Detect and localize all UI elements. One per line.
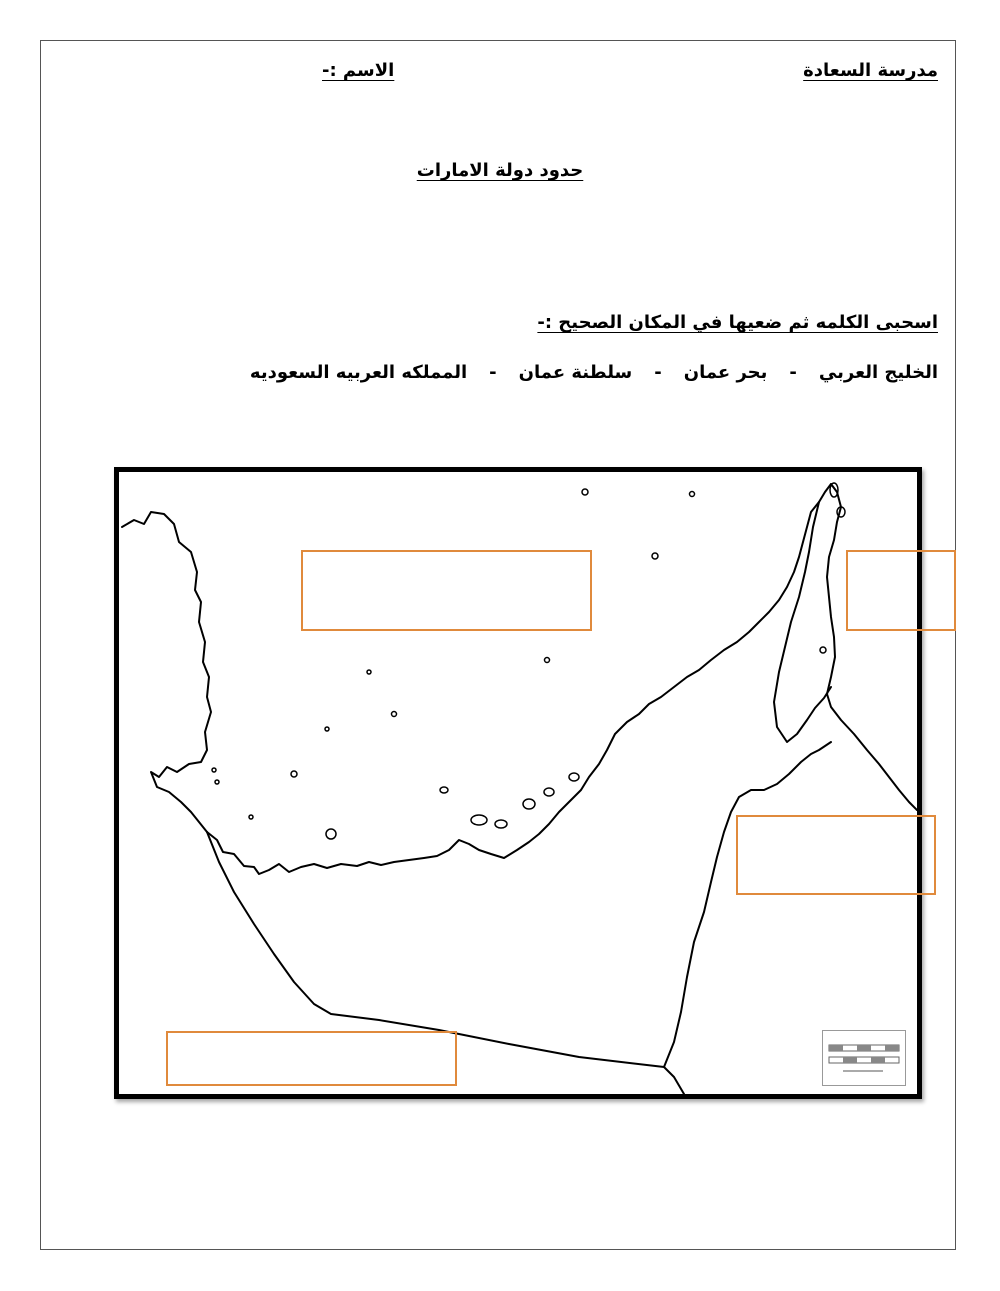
word-saudi-arabia[interactable]: المملكه العربيه السعوديه — [249, 362, 468, 383]
school-name: مدرسة السعادة — [803, 60, 938, 81]
oman-border — [664, 742, 831, 1067]
island — [326, 829, 336, 839]
island — [325, 727, 329, 731]
island — [830, 483, 838, 497]
student-name-label: الاسم :- — [322, 60, 395, 81]
island — [523, 799, 535, 809]
island — [440, 787, 448, 793]
word-sea-of-oman[interactable]: بحر عمان — [683, 362, 768, 383]
island — [367, 670, 371, 674]
east-coastline — [827, 484, 917, 810]
island — [569, 773, 579, 781]
island — [495, 820, 507, 828]
instruction-text: اسحبى الكلمه ثم ضعيها في المكان الصحيح :- — [537, 312, 938, 333]
word-separator: - — [789, 362, 797, 383]
island — [545, 658, 550, 663]
island — [215, 780, 219, 784]
worksheet-title: حدود دولة الامارات — [416, 160, 584, 181]
map-scale-legend — [822, 1030, 906, 1086]
island — [582, 489, 588, 495]
word-arabian-gulf[interactable]: الخليج العربي — [818, 362, 938, 383]
word-separator: - — [489, 362, 497, 383]
southern-border-tail — [664, 1067, 684, 1094]
island — [544, 788, 554, 796]
word-bank — [250, 362, 938, 383]
drop-box-gulf[interactable] — [301, 550, 592, 631]
island — [212, 768, 216, 772]
drop-box-sea-of-oman[interactable] — [846, 550, 956, 631]
island — [690, 492, 695, 497]
drop-box-oman[interactable] — [736, 815, 936, 895]
island — [652, 553, 658, 559]
island — [820, 647, 826, 653]
island — [392, 712, 397, 717]
island — [291, 771, 297, 777]
oman-inner-border — [774, 502, 831, 742]
word-separator: - — [654, 362, 662, 383]
word-sultanate-of-oman[interactable]: سلطنة عمان — [518, 362, 633, 383]
island — [249, 815, 253, 819]
island — [471, 815, 487, 825]
drop-box-saudi[interactable] — [166, 1031, 457, 1086]
western-coastline — [122, 512, 211, 832]
